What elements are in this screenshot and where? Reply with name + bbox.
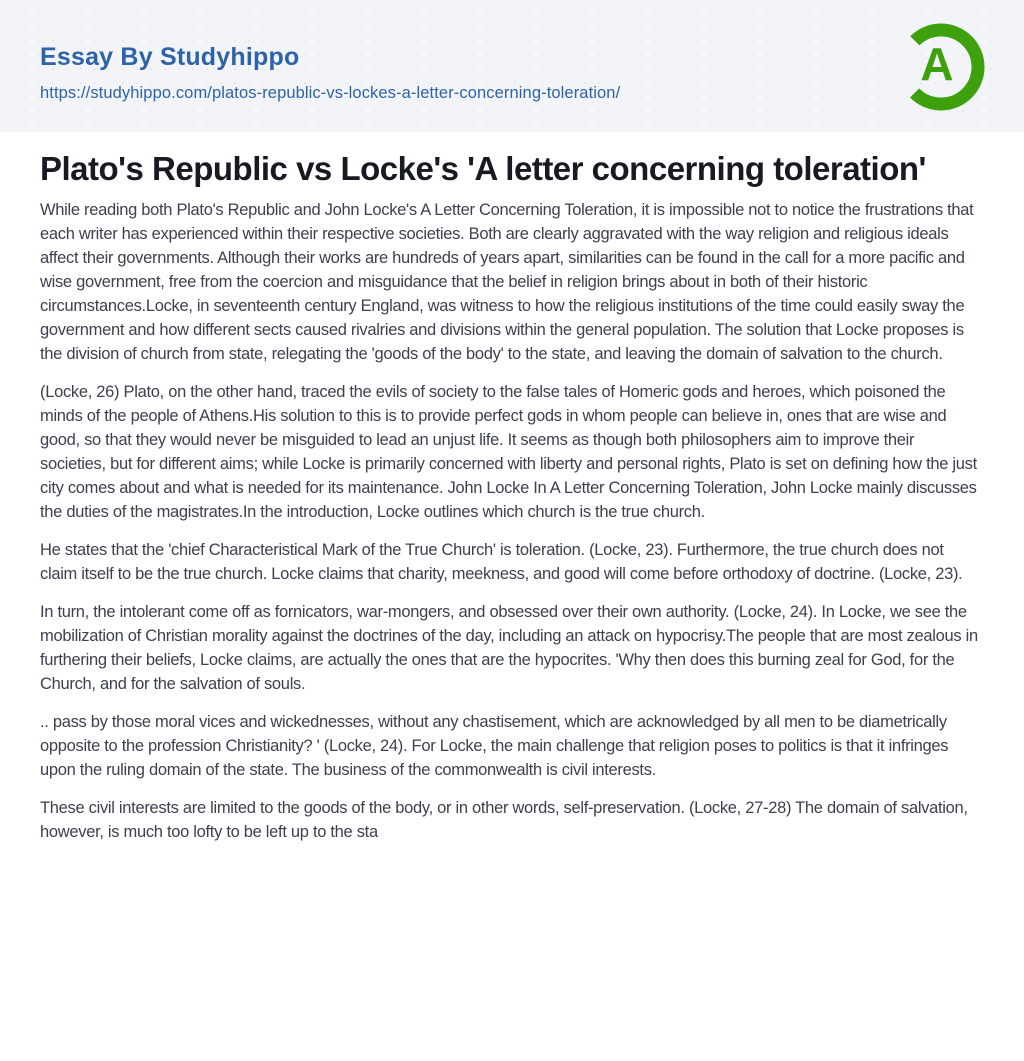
site-title: Essay By Studyhippo <box>40 43 300 71</box>
essay-paragraph: (Locke, 26) Plato, on the other hand, traced the evils of society to the false tales of Homeric gods and heroes, which poisoned the minds of the people of Athens.His solution to this is to provide perfect gods in whom people can believe in, ones that are wise and good, so that they would never be misguided to lead an unjust life. It seems as though both philosophers aim to improve their societies, but for different aims; while Locke is primarily concerned with liberty and personal rights, Plato is set on defining how the just city comes about and what is needed for its maintenance. John Locke In A Letter Concerning Toleration, John Locke mainly discusses the duties of the magistrates.In the introduction, Locke outlines which church is the true church. <box>40 383 977 521</box>
essay-body <box>40 198 980 844</box>
essay-content <box>0 132 1024 844</box>
essay-paragraph: In turn, the intolerant come off as fornicators, war-mongers, and obsessed over their own authority. (Locke, 24). In Locke, we see the mobilization of Christian morality against the doctrines of the day, including an attack on hypocrisy.The people that are most zealous in furthering their beliefs, Locke claims, are actually the ones that are the hypocrites. 'Why then does this burning zeal for God, for the Church, and for the salvation of souls. <box>40 603 978 693</box>
essay-paragraph: While reading both Plato's Republic and John Locke's A Letter Concerning Toleration, it is impossible not to notice the frustrations that each writer has experienced within their respective societies. Both are clearly aggravated with the way religion and religious ideals affect their governments. Although their works are hundreds of years apart, similarities can be found in the call for a more pacific and wise government, free from the coercion and misguidance that the belief in religion brings about in both of their historic circumstances.Locke, in seventeenth century England, was witness to how the religious institutions of the time could easily sway the government and how different sects caused rivalries and divisions within the general population. The solution that Locke proposes is the division of church from state, relegating the 'goods of the body' to the state, and leaving the domain of salvation to the church. <box>40 201 974 363</box>
page-header <box>0 0 1024 132</box>
studyhippo-logo <box>894 20 988 114</box>
essay-paragraph: He states that the 'chief Characteristical Mark of the True Church' is toleration. (Locke, 23). Furthermore, the true church does not claim itself to be the true church. Locke claims that charity, meekness, and good will come before orthodoxy of doctrine. (Locke, 23). <box>40 541 963 583</box>
essay-title: Plato's Republic vs Locke's 'A letter concerning toleration' <box>40 150 926 187</box>
essay-paragraph: .. pass by those moral vices and wickednesses, without any chastisement, which are acknowledged by all men to be diametrically opposite to the profession Christianity? ' (Locke, 24). For Locke, the main challenge that religion poses to politics is that it infringes upon the ruling domain of the state. The business of the commonwealth is civil interests. <box>40 713 949 779</box>
essay-paragraph: These civil interests are limited to the goods of the body, or in other words, self-preservation. (Locke, 27-28) The domain of salvation, however, is much too lofty to be left up to the sta <box>40 799 968 841</box>
logo-letter: A <box>920 38 954 90</box>
essay-url-link[interactable]: https://studyhippo.com/platos-republic-vs-lockes-a-letter-concerning-toleration/ <box>40 84 621 102</box>
